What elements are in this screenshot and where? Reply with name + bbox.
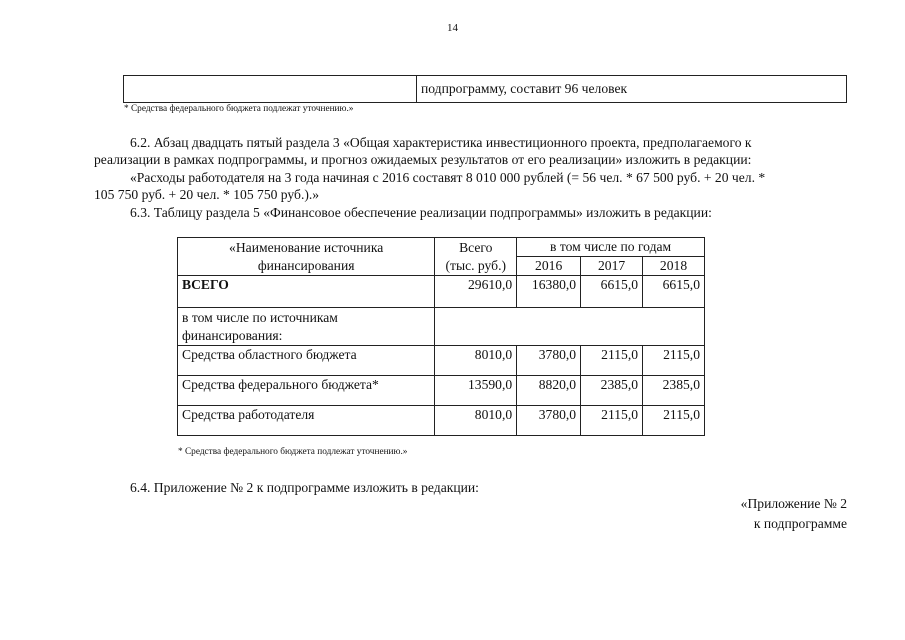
row-federal-2017: 2385,0 — [581, 376, 643, 406]
para-6-2-line-1: 6.2. Абзац двадцать пятый раздела 3 «Общая характеристика инвестиционного проекта, предполагаемого к — [130, 135, 752, 150]
para-6-2-line-4: 105 750 руб. + 20 чел. * 105 750 руб.).» — [94, 187, 320, 202]
row-federal-total: 13590,0 — [435, 376, 517, 406]
appendix-heading-line-1: «Приложение № 2 — [740, 496, 847, 511]
row-employer-2017: 2115,0 — [581, 406, 643, 436]
table-row — [178, 346, 705, 376]
continued-table — [123, 75, 847, 103]
table-row-total — [178, 276, 705, 308]
row-regional-2017: 2115,0 — [581, 346, 643, 376]
continued-table-left-cell — [124, 76, 417, 103]
row-federal-2018: 2385,0 — [643, 376, 705, 406]
row-employer-total: 8010,0 — [435, 406, 517, 436]
row-federal-label: Средства федерального бюджета* — [178, 376, 435, 406]
header-year-2018: 2018 — [643, 257, 705, 276]
row-regional-2016: 3780,0 — [517, 346, 581, 376]
header-by-years: в том числе по годам — [517, 238, 705, 257]
header-total: Всего (тыс. руб.) — [435, 238, 517, 276]
row-regional-total: 8010,0 — [435, 346, 517, 376]
row-total-2018: 6615,0 — [643, 276, 705, 308]
row-total-label: ВСЕГО — [178, 276, 435, 308]
financing-table — [177, 237, 705, 436]
row-employer-2016: 3780,0 — [517, 406, 581, 436]
table-row — [178, 406, 705, 436]
para-6-4: 6.4. Приложение № 2 к подпрограмме изложить в редакции: — [130, 480, 479, 495]
row-employer-2018: 2115,0 — [643, 406, 705, 436]
continued-table-right-cell: подпрограмму, составит 96 человек — [417, 76, 847, 103]
row-employer-label: Средства работодателя — [178, 406, 435, 436]
row-total-2016: 16380,0 — [517, 276, 581, 308]
sources-heading: в том числе по источникам финансирования: — [178, 308, 435, 346]
table-row-sources-heading — [178, 308, 705, 346]
appendix-heading — [741, 494, 847, 534]
sources-heading-empty — [435, 308, 705, 346]
para-6-3: 6.3. Таблицу раздела 5 «Финансовое обеспечение реализации подпрограммы» изложить в редакции: — [130, 205, 712, 220]
row-federal-2016: 8820,0 — [517, 376, 581, 406]
header-source-name: «Наименование источника финансирования — [178, 238, 435, 276]
header-year-2016: 2016 — [517, 257, 581, 276]
footnote-2: * Средства федерального бюджета подлежат уточнению.» — [178, 447, 408, 457]
table-row — [178, 376, 705, 406]
row-regional-label: Средства областного бюджета — [178, 346, 435, 376]
row-regional-2018: 2115,0 — [643, 346, 705, 376]
row-total-total: 29610,0 — [435, 276, 517, 308]
header-year-2017: 2017 — [581, 257, 643, 276]
page-number: 14 — [447, 22, 458, 34]
footnote-1: * Средства федерального бюджета подлежат уточнению.» — [124, 104, 354, 114]
financing-table-header-row-1 — [178, 238, 705, 257]
row-total-2017: 6615,0 — [581, 276, 643, 308]
appendix-heading-line-2: к подпрограмме — [753, 516, 847, 531]
para-6-2-line-3: «Расходы работодателя на 3 года начиная с 2016 составят 8 010 000 рублей (= 56 чел. * 67 500 руб. + 20 чел. * — [130, 170, 766, 185]
para-6-2-line-2: реализации в рамках подпрограммы, и прогноз ожидаемых результатов от его реализации» изложить в редакции: — [94, 152, 752, 167]
